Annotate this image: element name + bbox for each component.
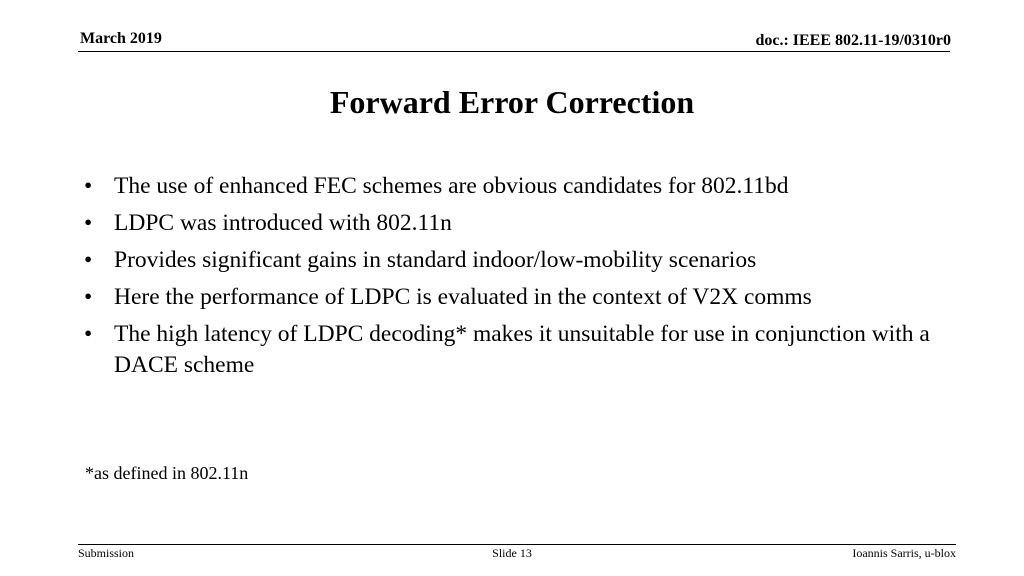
bullet-item	[84, 208, 964, 239]
bullet-text: The use of enhanced FEC schemes are obvious candidates for 802.11bd	[114, 173, 789, 199]
footer-author: Ioannis Sarris, u-blox	[852, 546, 956, 560]
header-divider	[78, 51, 950, 52]
footer-divider	[78, 544, 956, 545]
bullet-text: Here the performance of LDPC is evaluated in the context of V2X comms	[114, 284, 812, 310]
bullet-icon: •	[84, 210, 93, 236]
footnote: *as defined in 802.11n	[85, 463, 249, 483]
header-document-id: doc.: IEEE 802.11-19/0310r0	[755, 32, 951, 49]
bullet-icon: •	[84, 321, 93, 347]
bullet-icon: •	[84, 284, 93, 310]
footer-slide-number: Slide 13	[492, 546, 532, 560]
bullet-icon: •	[84, 247, 93, 273]
bullet-item	[84, 171, 964, 202]
bullet-item	[84, 282, 964, 313]
bullet-text: Provides significant gains in standard indoor/low-mobility scenarios	[114, 247, 757, 273]
footer-submission: Submission	[78, 546, 135, 560]
bullet-text: The high latency of LDPC decoding* makes it unsuitable for use in conjunction with a DACE scheme	[114, 321, 930, 378]
header-date: March 2019	[80, 30, 162, 47]
bullet-list	[84, 171, 964, 387]
bullet-item	[84, 319, 964, 381]
bullet-item	[84, 245, 964, 276]
slide-title: Forward Error Correction	[329, 84, 695, 120]
bullet-icon: •	[84, 173, 93, 199]
bullet-text: LDPC was introduced with 802.11n	[114, 210, 452, 236]
